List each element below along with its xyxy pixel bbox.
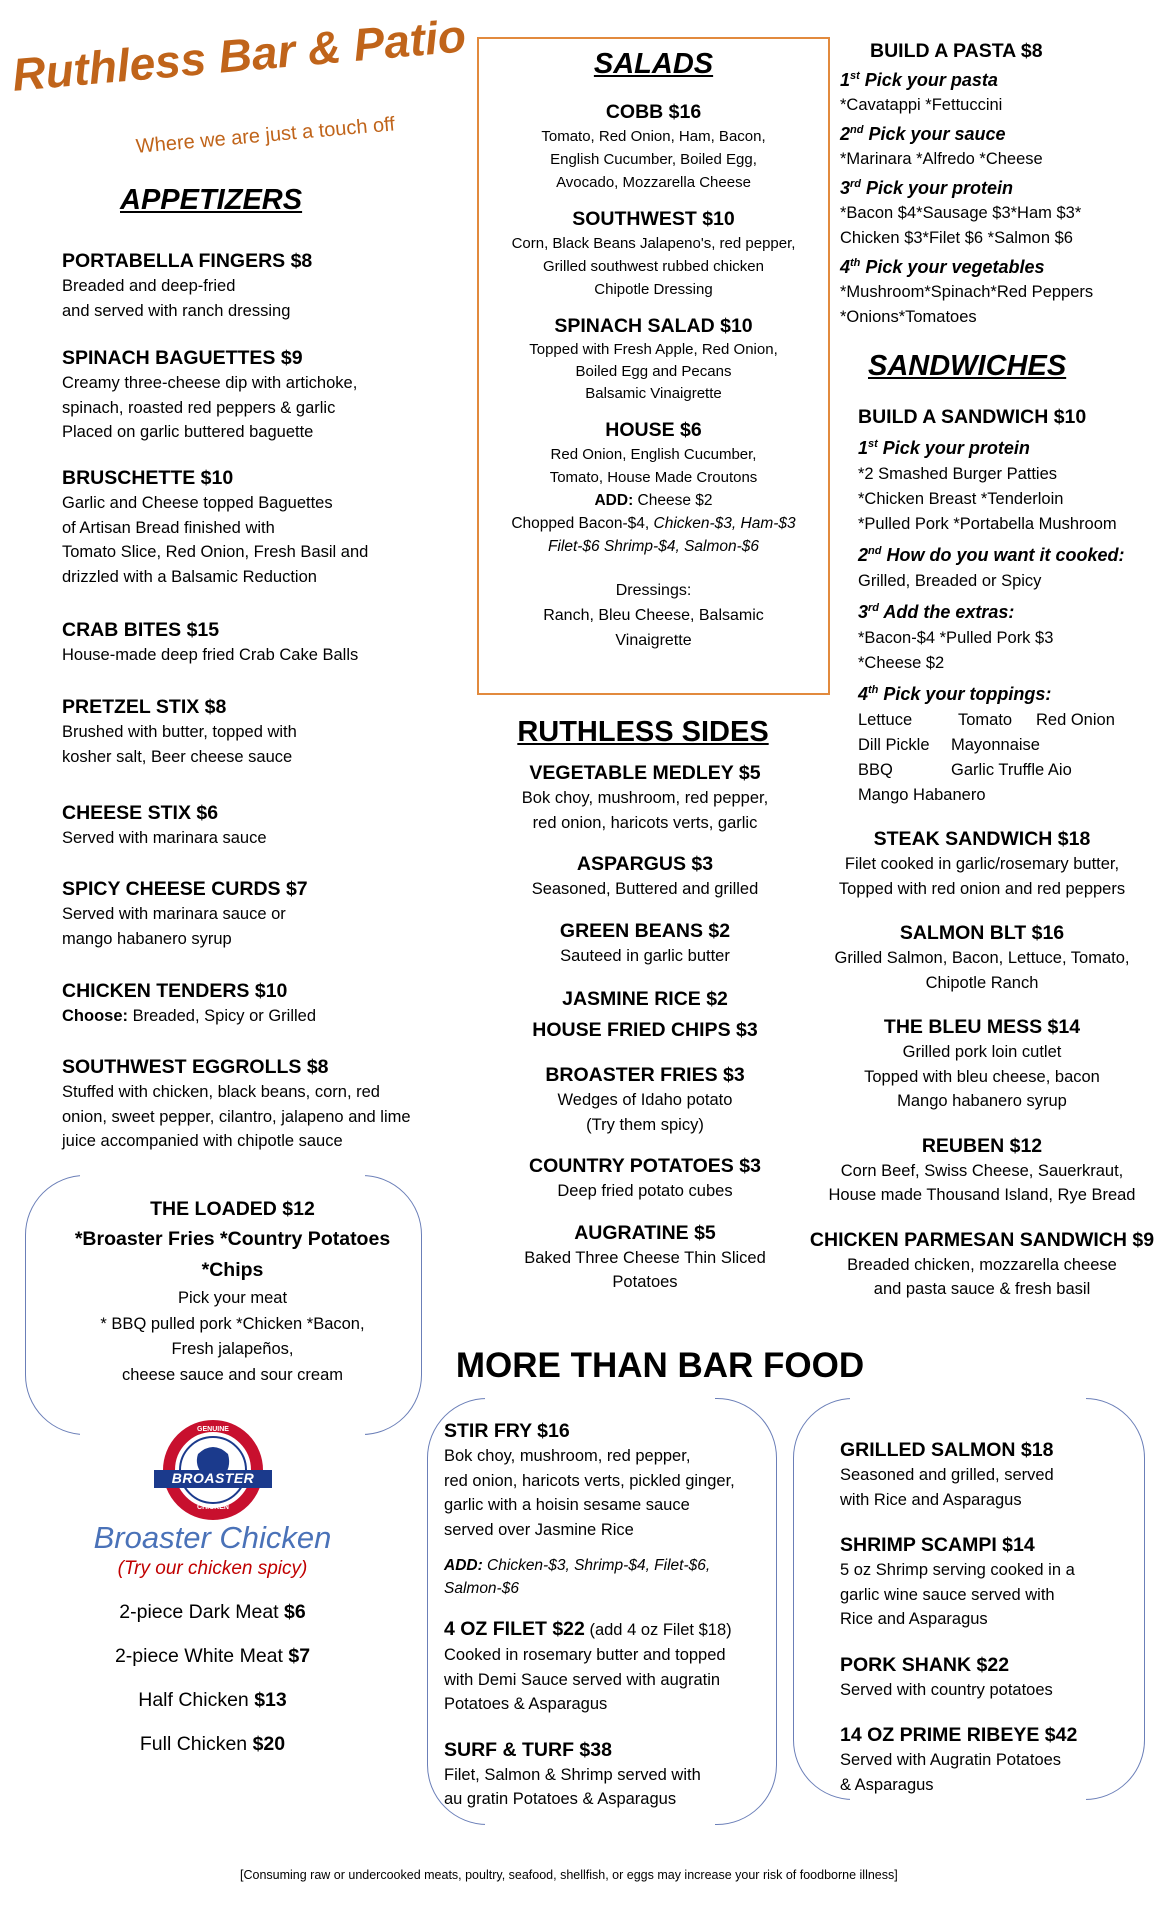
restaurant-tagline: Where we are just a touch off xyxy=(135,113,396,158)
loaded-item xyxy=(40,1196,425,1388)
loaded-sides: *Broaster Fries *Country Potatoes *Chips xyxy=(74,1228,391,1281)
more-heading-wrap xyxy=(430,1346,890,1386)
broaster-price-list xyxy=(40,1590,385,1766)
item-desc: Seasoned, Buttered and grilled xyxy=(531,880,759,898)
sandwich-step: 4th Pick your toppings: xyxy=(858,684,1052,704)
item-desc: Deep fried potato cubes xyxy=(557,1182,733,1200)
item-desc: Pick your meat * BBQ pulled pork *Chicken *Bacon, Fresh jalapeños, cheese sauce and sour cream xyxy=(100,1289,365,1384)
logo-top-text: GENUINE xyxy=(197,1426,229,1433)
salad-add-line: Chopped Bacon-$4, Chicken-$3, Ham-$3 xyxy=(511,515,796,532)
item-name: PORTABELLA FINGERS $8 xyxy=(62,250,313,272)
item-desc: Served with Augratin Potatoes & Asparagus xyxy=(840,1751,1062,1794)
menu-item xyxy=(800,826,1164,901)
item-desc: Creamy three-cheese dip with artichoke, spinach, roasted red peppers & garlic Placed on garlic buttered baguette xyxy=(62,374,358,441)
broaster-logo xyxy=(148,1420,278,1520)
pasta-section xyxy=(840,38,1160,330)
pasta-step: 2nd Pick your sauce xyxy=(840,124,1006,144)
sandwich-step: 3rd Add the extras: xyxy=(858,602,1015,622)
broaster-title: Broaster Chicken xyxy=(93,1520,332,1555)
menu-item xyxy=(62,876,308,951)
menu-item xyxy=(62,800,267,851)
sides-section xyxy=(480,760,810,1295)
pasta-step: 1st Pick your pasta xyxy=(840,70,998,90)
build-sandwich xyxy=(858,404,1158,812)
item-name: 14 OZ PRIME RIBEYE $42 xyxy=(840,1724,1078,1746)
menu-item xyxy=(444,1737,769,1812)
bubble-gap xyxy=(485,1818,715,1828)
item-desc: Breaded and deep-fried and served with ranch dressing xyxy=(62,277,291,320)
salad-add-line: ADD: Cheese $2 xyxy=(594,492,713,509)
menu-item xyxy=(800,1227,1164,1302)
item-desc: Stuffed with chicken, black beans, corn, red onion, sweet pepper, cilantro, jalapeno and lime juice accompanied with chipotle sauce xyxy=(62,1083,411,1150)
item-desc: Corn Beef, Swiss Cheese, Sauerkraut, House made Thousand Island, Rye Bread xyxy=(828,1161,1136,1204)
menu-item xyxy=(62,345,357,445)
more-heading: MORE THAN BAR FOOD xyxy=(455,1346,865,1385)
sandwich-options: *Bacon-$4 *Pulled Pork $3 *Cheese $2 xyxy=(858,629,1054,672)
sandwich-options: Grilled, Breaded or Spicy xyxy=(858,572,1042,590)
menu-item xyxy=(480,1220,810,1295)
menu-item xyxy=(477,313,830,405)
item-name: JASMINE RICE $2 xyxy=(562,988,728,1010)
build-sandwich-heading: BUILD A SANDWICH $10 xyxy=(858,406,1087,428)
bubble-gap xyxy=(485,1393,715,1403)
item-name: HOUSE FRIED CHIPS $3 xyxy=(532,1019,758,1041)
pasta-heading: BUILD A PASTA $8 xyxy=(870,40,1043,62)
menu-item xyxy=(480,1062,810,1137)
item-name: COBB $16 xyxy=(605,101,702,123)
item-name: THE BLEU MESS $14 xyxy=(883,1016,1081,1038)
choose-label: Choose: xyxy=(62,1007,128,1025)
toppings-grid: Lettuce Tomato Red Onion Dill Pickle Mayonnaise BBQ Garlic Truffle Aio Mango Habanero xyxy=(858,711,1115,804)
item-name: CHICKEN PARMESAN SANDWICH $9 xyxy=(809,1228,1155,1251)
item-desc: Topped with Fresh Apple, Red Onion, Boiled Egg and Pecans Balsamic Vinaigrette xyxy=(529,341,778,402)
item-name: SURF & TURF $38 xyxy=(444,1738,612,1761)
item-name: BRUSCHETTE $10 xyxy=(62,467,234,489)
menu-item xyxy=(840,1722,1130,1797)
sandwich-step: 2nd How do you want it cooked: xyxy=(858,545,1125,565)
menu-item xyxy=(840,1652,1130,1703)
sandwiches-heading: SANDWICHES xyxy=(868,350,1067,382)
menu-item xyxy=(480,851,810,902)
item-name: 4 OZ FILET $22 (add 4 oz Filet $18) xyxy=(444,1618,732,1640)
appetizers-heading: APPETIZERS xyxy=(120,184,303,216)
menu-item xyxy=(840,1532,1130,1632)
list-item: Half Chicken $13 xyxy=(138,1689,287,1711)
menu-item xyxy=(480,984,810,1046)
sandwich-list xyxy=(800,826,1164,1302)
pasta-options: *Bacon $4*Sausage $3*Ham $3* Chicken $3*Filet $6 *Salmon $6 xyxy=(840,204,1082,247)
menu-item xyxy=(444,1616,769,1717)
sides-heading: RUTHLESS SIDES xyxy=(517,716,769,748)
item-desc: Brushed with butter, topped with kosher salt, Beer cheese sauce xyxy=(62,723,297,766)
item-name: HOUSE $6 xyxy=(605,419,702,441)
item-name: SPINACH BAGUETTES $9 xyxy=(62,347,303,369)
item-desc: Red Onion, English Cucumber, Tomato, House Made Croutons xyxy=(549,446,758,486)
menu-item xyxy=(480,918,810,969)
list-item: 2-piece Dark Meat $6 xyxy=(119,1601,306,1623)
item-name: THE LOADED $12 xyxy=(150,1198,315,1220)
item-desc: 5 oz Shrimp serving cooked in a garlic wine sauce served with Rice and Asparagus xyxy=(840,1561,1075,1628)
item-desc: Sauteed in garlic butter xyxy=(560,946,730,965)
item-desc: Wedges of Idaho potato (Try them spicy) xyxy=(557,1091,733,1134)
item-desc: Tomato, Red Onion, Ham, Bacon, English Cucumber, Boiled Egg, Avocado, Mozzarella Cheese xyxy=(541,128,766,191)
menu-item xyxy=(477,206,830,301)
menu-item xyxy=(62,465,368,589)
item-desc: Seasoned and grilled, served with Rice and Asparagus xyxy=(840,1466,1054,1509)
pasta-options: *Marinara *Alfredo *Cheese xyxy=(840,150,1043,168)
item-desc xyxy=(62,1004,316,1029)
item-name: ASPARGUS $3 xyxy=(576,853,714,875)
salads-heading: SALADS xyxy=(593,48,714,80)
menu-item xyxy=(62,248,312,323)
item-desc: Grilled pork loin cutlet Topped with bleu cheese, bacon Mango habanero syrup xyxy=(864,1043,1100,1110)
item-name: REUBEN $12 xyxy=(921,1134,1043,1157)
item-desc: Breaded chicken, mozzarella cheese and pasta sauce & fresh basil xyxy=(847,1255,1117,1298)
sandwich-step: 1st Pick your protein xyxy=(858,438,1030,458)
item-name: GRILLED SALMON $18 xyxy=(840,1439,1054,1461)
menu-item xyxy=(62,978,316,1029)
more-left-list xyxy=(444,1418,769,1812)
foodborne-disclaimer: [Consuming raw or undercooked meats, poultry, seafood, shellfish, or eggs may increase your risk of foodborne illness] xyxy=(240,1868,898,1882)
dressings-label: Dressings: xyxy=(615,582,692,599)
item-name: SOUTHWEST EGGROLLS $8 xyxy=(62,1056,329,1078)
menu-item xyxy=(62,1054,411,1154)
item-name: STIR FRY $16 xyxy=(444,1420,570,1442)
menu-item xyxy=(62,617,358,668)
item-name: SOUTHWEST $10 xyxy=(572,208,735,230)
stir-fry-add: ADD: Chicken-$3, Shrimp-$4, Filet-$6, Salmon-$6 xyxy=(444,1557,711,1597)
menu-item xyxy=(62,694,297,769)
item-name: PORK SHANK $22 xyxy=(840,1653,1010,1676)
item-name: STEAK SANDWICH $18 xyxy=(873,828,1091,850)
menu-item xyxy=(444,1418,769,1542)
menu-item xyxy=(800,920,1164,995)
choose-options: Breaded, Spicy or Grilled xyxy=(128,1007,317,1025)
menu-item xyxy=(480,760,810,835)
restaurant-name: Ruthless Bar & Patio xyxy=(10,9,468,101)
list-item: 2-piece White Meat $7 xyxy=(114,1645,311,1667)
item-name: AUGRATINE $5 xyxy=(574,1221,716,1244)
sides-heading-wrap xyxy=(493,716,793,749)
item-name: SPINACH SALAD $10 xyxy=(554,315,753,337)
item-desc: House-made deep fried Crab Cake Balls xyxy=(62,646,359,664)
item-desc: Served with marinara sauce xyxy=(62,829,267,847)
item-name: COUNTRY POTATOES $3 xyxy=(529,1155,761,1177)
logo-bottom-text: CHICKEN xyxy=(197,1504,229,1511)
item-name: VEGETABLE MEDLEY $5 xyxy=(529,762,761,784)
item-desc: Garlic and Cheese topped Baguettes of Artisan Bread finished with Tomato Slice, Red Onion, Fresh Basil and drizzled with a Balsamic Reduction xyxy=(62,494,369,586)
salad-add-line: Filet-$6 Shrimp-$4, Salmon-$6 xyxy=(547,538,760,555)
item-name: GREEN BEANS $2 xyxy=(559,919,731,942)
menu-item xyxy=(840,1437,1130,1512)
sandwich-options: *2 Smashed Burger Patties *Chicken Breast *Tenderloin *Pulled Pork *Portabella Mushroom xyxy=(858,465,1117,533)
menu-item xyxy=(477,417,830,558)
pasta-step: 4th Pick your vegetables xyxy=(840,257,1045,277)
item-name: BROASTER FRIES $3 xyxy=(545,1064,745,1086)
logo-main-text: BROASTER xyxy=(171,1470,255,1486)
dressings xyxy=(477,578,830,653)
salads-section xyxy=(477,48,830,653)
menu-item xyxy=(800,1133,1164,1208)
pasta-options: *Mushroom*Spinach*Red Peppers *Onions*Tomatoes xyxy=(840,283,1094,326)
item-desc: Cooked in rosemary butter and topped with Demi Sauce served with augratin Potatoes & Asparagus xyxy=(444,1646,726,1713)
item-desc: Filet, Salmon & Shrimp served with au gratin Potatoes & Asparagus xyxy=(444,1765,701,1808)
item-name: SPICY CHEESE CURDS $7 xyxy=(62,878,308,900)
item-desc: Bok choy, mushroom, red pepper, red onion, haricots verts, garlic xyxy=(521,789,769,832)
pasta-options: *Cavatappi *Fettuccini xyxy=(840,96,1003,114)
item-desc: Baked Three Cheese Thin Sliced Potatoes xyxy=(524,1248,766,1291)
broaster-subtitle: (Try our chicken spicy) xyxy=(117,1558,308,1579)
menu-item xyxy=(477,99,830,194)
bubble-gap xyxy=(80,1170,365,1180)
item-desc: Corn, Black Beans Jalapeno's, red pepper, Grilled southwest rubbed chicken Chipotle Dressing xyxy=(511,235,796,298)
item-name: PRETZEL STIX $8 xyxy=(62,696,227,718)
item-name: SALMON BLT $16 xyxy=(899,922,1065,944)
brand-header xyxy=(10,9,480,158)
menu-item xyxy=(800,1014,1164,1114)
more-right-list xyxy=(840,1437,1130,1797)
dressings-list: Ranch, Bleu Cheese, Balsamic Vinaigrette xyxy=(543,607,764,649)
item-name: CHICKEN TENDERS $10 xyxy=(62,980,288,1002)
item-name: CHEESE STIX $6 xyxy=(62,802,219,824)
item-desc: Grilled Salmon, Bacon, Lettuce, Tomato, Chipotle Ranch xyxy=(834,949,1130,992)
item-desc: Served with country potatoes xyxy=(840,1680,1053,1699)
list-item: Full Chicken $20 xyxy=(139,1733,286,1755)
broaster-section xyxy=(40,1520,385,1766)
item-name: SHRIMP SCAMPI $14 xyxy=(840,1534,1035,1556)
bubble-gap xyxy=(850,1393,1086,1403)
menu-item xyxy=(480,1153,810,1204)
item-desc: Served with marinara sauce or mango habanero syrup xyxy=(62,905,286,948)
item-name: CRAB BITES $15 xyxy=(62,619,220,641)
item-desc: Bok choy, mushroom, red pepper, red onion, haricots verts, pickled ginger, garlic with a hoisin sesame sauce served over Jasmine Rice xyxy=(444,1447,735,1539)
item-desc: Filet cooked in garlic/rosemary butter, Topped with red onion and red peppers xyxy=(838,855,1126,898)
pasta-step: 3rd Pick your protein xyxy=(840,178,1014,198)
